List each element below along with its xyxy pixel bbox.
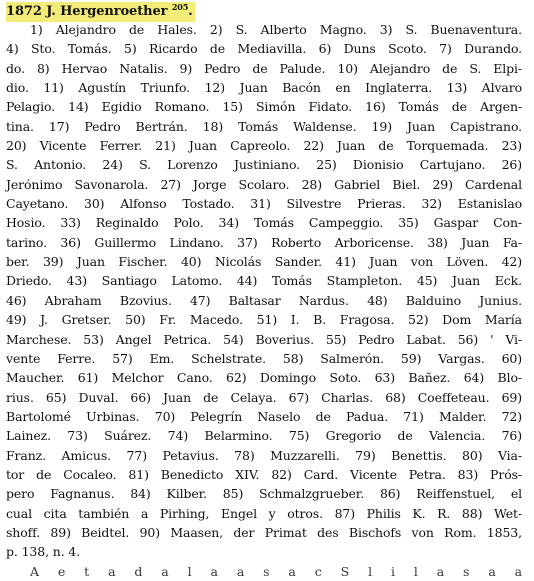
heading-text: 1872 J. Hergenroether xyxy=(6,4,168,19)
text-line: Hosio. 33) Reginaldo Polo. 34) Tomás Campeggio. 35) Gaspar Con- xyxy=(6,215,522,231)
text-line: 46) Abraham Bzovius. 47) Baltasar Nardus. 48) Balduino Junius. xyxy=(6,292,522,308)
author-list xyxy=(6,20,522,579)
text-line: shoff. 89) Beidtel. 90) Maasen, der Primat des Bischofs von Rom. 1853, xyxy=(6,524,522,540)
text-line: Pelagio. 14) Egidio Romano. 15) Simón Fidato. 16) Tomás de Argen- xyxy=(6,99,522,115)
heading-period: . xyxy=(188,4,193,19)
text-line: rius. 65) Duval. 66) Juan de Celaya. 67) Charlas. 68) Coeffeteau. 69) xyxy=(6,389,522,405)
text-line: Driedo. 43) Santiago Latomo. 44) Tomás Stampleton. 45) Juan Eck. xyxy=(6,273,522,289)
text-line: Marchese. 53) Angel Petrica. 54) Boverius. 55) Pedro Labat. 56) ' Vi- xyxy=(6,331,522,347)
text-line: Jerónimo Savonarola. 27) Jorge Scolaro. 28) Gabriel Biel. 29) Cardenal xyxy=(6,176,522,192)
text-line: Franz. Amicus. 77) Petavius. 78) Muzzarelli. 79) Benettis. 80) Via- xyxy=(6,447,522,463)
text-line: ber. 39) Juan Fischer. 40) Nicolás Sander. 41) Juan von Löven. 42) xyxy=(6,254,522,270)
text-line: dio. 11) Agustín Triunfo. 12) Juan Bacón en Inglaterra. 13) Alvaro xyxy=(6,80,522,96)
text-line: p. 138, n. 4. xyxy=(6,544,81,560)
text-line: Cayetano. 30) Alfonso Tostado. 31) Silvestre Prieras. 32) Estanislao xyxy=(6,196,522,212)
text-line: Maucher. 61) Melchor Cano. 62) Domingo Soto. 63) Bañez. 64) Blo- xyxy=(6,370,522,386)
text-line: 49) J. Gretser. 50) Fr. Macedo. 51) I. B. Fragosa. 52) Dom María xyxy=(6,312,522,328)
heading-row xyxy=(6,0,522,20)
text-line: 20) Vicente Ferrer. 21) Juan Capreolo. 22) Juan de Torquemada. 23) xyxy=(6,138,522,154)
text-line: do. 8) Hervao Natalis. 9) Pedro de Palude. 10) Alejandro de S. Elpi- xyxy=(6,60,522,76)
text-line: tarino. 36) Guillermo Lindano. 37) Roberto Arboricense. 38) Juan Fa- xyxy=(6,234,522,250)
text-line: pero Fagnanus. 84) Kilber. 85) Schmalzgrueber. 86) Reiffenstuel, el xyxy=(6,486,522,502)
cut-off-text-line: A e t a d a l a a s a c S l i l a s a a xyxy=(30,563,522,579)
text-line: vente Ferre. 57) Em. Schelstrate. 58) Salmerón. 59) Vargas. 60) xyxy=(6,350,522,366)
footnote-marker: 205 xyxy=(171,2,189,12)
text-line: tina. 17) Pedro Bertrán. 18) Tomás Waldense. 19) Juan Capistrano. xyxy=(6,118,522,134)
text-line: 1) Alejandro de Hales. 2) S. Alberto Magno. 3) S. Buenaventura. xyxy=(30,22,522,37)
section-heading xyxy=(6,2,195,22)
text-line: tor de Cocaleo. 81) Benedicto XIV. 82) Card. Vicente Petra. 83) Prós- xyxy=(6,466,522,482)
text-line: cual cita también a Pirhing, Engel y otros. 87) Philis K. R. 88) Wet- xyxy=(6,505,522,521)
text-line: Bartolomé Urbinas. 70) Pelegrín Naselo de Padua. 71) Malder. 72) xyxy=(6,408,522,424)
text-line: S. Antonio. 24) S. Lorenzo Justiniano. 25) Dionisio Cartujano. 26) xyxy=(6,157,522,173)
text-line: Lainez. 73) Suárez. 74) Belarmino. 75) Gregorio de Valencia. 76) xyxy=(6,428,522,444)
text-line: 4) Sto. Tomás. 5) Ricardo de Mediavilla. 6) Duns Scoto. 7) Durando. xyxy=(6,41,522,57)
